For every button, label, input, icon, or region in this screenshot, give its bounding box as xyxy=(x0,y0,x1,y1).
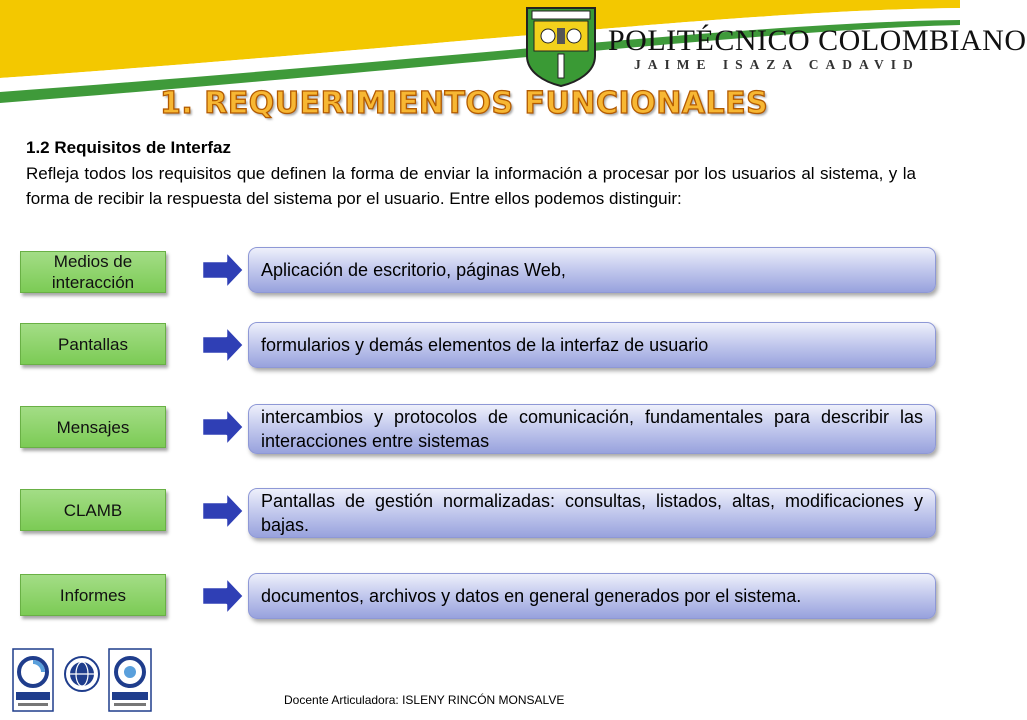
icontec-iso-9001-icon xyxy=(12,648,54,712)
arrow-right-icon xyxy=(198,245,248,295)
intro-paragraph: Refleja todos los requisitos que definen la forma de enviar la información a procesar por los usuarios al sistema, y la forma de recibir la respuesta del sistema por el usuario. Entre ellos podemos distinguir: xyxy=(26,164,916,208)
description-text: formularios y demás elementos de la interfaz de usuario xyxy=(261,335,709,355)
shield-crest-icon xyxy=(524,6,598,88)
arrow-right-icon xyxy=(198,402,248,452)
arrow-right-icon xyxy=(198,320,248,370)
section-subheading: 1.2 Requisitos de Interfaz xyxy=(26,138,231,157)
description-text: documentos, archivos y datos en general generados por el sistema. xyxy=(261,586,802,606)
brand-name: POLITÉCNICO COLOMBIANO xyxy=(608,24,1027,57)
description-text: Aplicación de escritorio, páginas Web, xyxy=(261,260,566,280)
slide-title: 1. REQUERIMIENTOS FUNCIONALES xyxy=(160,86,769,121)
description-informes xyxy=(248,573,936,619)
description-text: Pantallas de gestión normalizadas: consultas, listados, altas, modificaciones y bajas. xyxy=(261,491,923,535)
description-mensajes xyxy=(248,404,936,454)
description-medios-de-interaccion xyxy=(248,247,936,293)
description-text: intercambios y protocolos de comunicación, fundamentales para describir las interacciones entre sistemas xyxy=(261,407,923,451)
label-pantallas: Pantallas xyxy=(20,323,166,365)
arrow-right-icon xyxy=(198,486,248,536)
footer-teacher: Docente Articuladora: ISLENY RINCÓN MONSALVE xyxy=(284,693,565,707)
description-clamb xyxy=(248,488,936,538)
label-mensajes: Mensajes xyxy=(20,406,166,448)
icontec-ntcgp-1000-icon xyxy=(108,648,152,714)
label-clamb: CLAMB xyxy=(20,489,166,531)
brand-subtitle: JAIME ISAZA CADAVID xyxy=(634,57,920,72)
label-medios-de-interaccion: Medios de interacción xyxy=(20,251,166,293)
label-informes: Informes xyxy=(20,574,166,616)
description-pantallas xyxy=(248,322,936,368)
iqnet-icon xyxy=(62,648,102,712)
arrow-right-icon xyxy=(198,571,248,621)
